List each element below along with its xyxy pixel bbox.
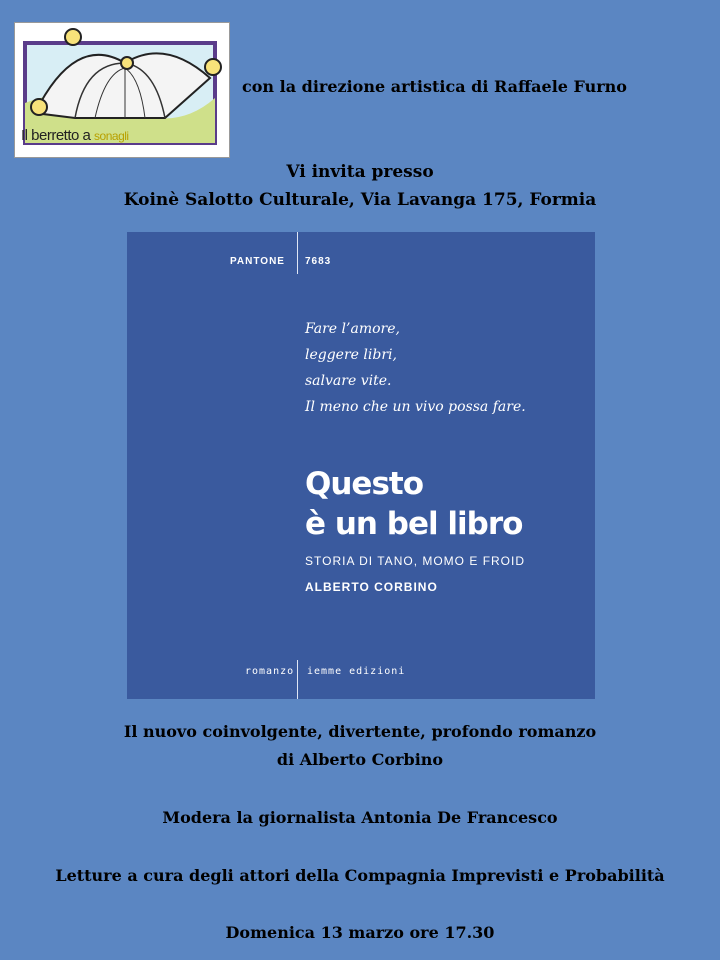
poem-line: Il meno che un vivo possa fare. xyxy=(305,399,526,415)
book-cover xyxy=(127,232,595,699)
book-genre: romanzo xyxy=(245,666,295,677)
cover-divider-top xyxy=(297,232,298,274)
invite-block xyxy=(0,158,720,214)
poem-line: Fare l’amore, xyxy=(305,321,400,337)
invite-venue: Koinè Salotto Culturale, Via Lavanga 175, Formia xyxy=(123,190,597,210)
book-title-line-1: Questo xyxy=(305,466,424,502)
logo-text-main: Il berretto a xyxy=(21,127,91,144)
book-title-line-2: è un bel libro xyxy=(305,506,523,542)
logo-text xyxy=(21,127,129,144)
novel-author-line: di Alberto Corbino xyxy=(276,750,444,769)
logo-text-accent: sonagli xyxy=(94,129,129,143)
cover-divider-bottom xyxy=(297,660,298,699)
artistic-direction: con la direzione artistica di Raffaele Furno xyxy=(242,77,627,96)
book-subtitle: STORIA DI TANO, MOMO E FROID xyxy=(305,554,526,568)
novel-description: Il nuovo coinvolgente, divertente, profondo romanzo xyxy=(123,722,597,741)
pantone-code: 7683 xyxy=(305,256,332,267)
poem-line: leggere libri, xyxy=(305,347,397,363)
pantone-label: PANTONE xyxy=(230,256,285,267)
book-publisher: iemme edizioni xyxy=(307,666,406,677)
moderator-line: Modera la giornalista Antonia De Francesco xyxy=(162,808,558,827)
readings-line: Letture a cura degli attori della Compagnia Imprevisti e Probabilità xyxy=(55,866,665,885)
logo xyxy=(14,22,230,158)
book-title xyxy=(305,464,522,544)
book-author: ALBERTO CORBINO xyxy=(305,580,438,594)
event-date: Domenica 13 marzo ore 17.30 xyxy=(225,923,495,942)
invite-line-1: Vi invita presso xyxy=(286,162,434,182)
poem-line: salvare vite. xyxy=(305,373,392,389)
cover-poem xyxy=(305,316,526,420)
